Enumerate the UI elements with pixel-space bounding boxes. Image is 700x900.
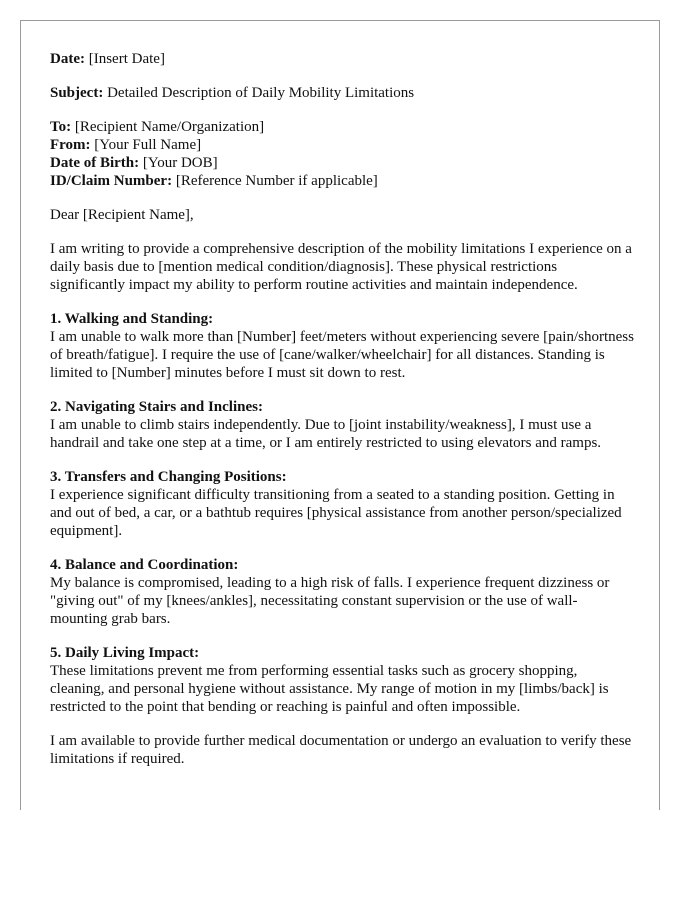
section-body: I am unable to walk more than [Number] feet/meters without experiencing severe [pain/shortness of breath/fatigue]. I require the use of [cane/walker/wheelchair] for all distances. Standing is limited to [Number] minutes before I must sit down to rest. — [50, 329, 634, 381]
date-line — [50, 50, 635, 68]
section-body: My balance is compromised, leading to a high risk of falls. I experience frequent dizziness or "giving out" of my [knees/ankles], necessitating constant supervision or the use of wall-mounting grab bars. — [50, 575, 610, 627]
addressing-block — [50, 118, 635, 190]
section-body: These limitations prevent me from performing essential tasks such as grocery shopping, cleaning, and personal hygiene without assistance. My range of motion in my [limbs/back] is restricted to the point that bending or reaching is painful and often impossible. — [50, 663, 609, 715]
section-daily-living — [50, 644, 635, 716]
letter-page — [20, 20, 660, 810]
greeting: Dear [Recipient Name], — [50, 207, 194, 223]
dob-value: [Your DOB] — [139, 155, 218, 171]
section-body: I experience significant difficulty transitioning from a seated to a standing position. Getting in and out of bed, a car, or a bathtub requires [physical assistance from another person/specialized equipment]. — [50, 487, 622, 539]
section-transfers — [50, 468, 635, 540]
closing-paragraph: I am available to provide further medical documentation or undergo an evaluation to verify these limitations if required. — [50, 733, 632, 767]
subject-value: Detailed Description of Daily Mobility Limitations — [103, 85, 415, 101]
to-line — [50, 118, 635, 136]
subject-line — [50, 84, 635, 102]
section-body: I am unable to climb stairs independently. Due to [joint instability/weakness], I must use a handrail and take one step at a time, or I am entirely restricted to using elevators and ramps. — [50, 417, 602, 451]
dob-line — [50, 154, 635, 172]
id-value: [Reference Number if applicable] — [172, 173, 378, 189]
subject-label: Subject: — [50, 85, 104, 101]
dob-label: Date of Birth: — [50, 155, 140, 171]
section-heading: 5. Daily Living Impact: — [50, 645, 200, 661]
section-heading: 2. Navigating Stairs and Inclines: — [50, 399, 263, 415]
section-heading: 4. Balance and Coordination: — [50, 557, 239, 573]
from-line — [50, 136, 635, 154]
section-heading: 3. Transfers and Changing Positions: — [50, 469, 287, 485]
letter-content — [50, 50, 635, 768]
section-stairs — [50, 398, 635, 452]
date-value: [Insert Date] — [84, 51, 165, 67]
to-value: [Recipient Name/Organization] — [71, 119, 265, 135]
section-balance — [50, 556, 635, 628]
from-value: [Your Full Name] — [90, 137, 202, 153]
id-label: ID/Claim Number: — [50, 173, 173, 189]
date-label: Date: — [50, 51, 85, 67]
section-walking — [50, 310, 635, 382]
section-heading: 1. Walking and Standing: — [50, 311, 214, 327]
from-label: From: — [50, 137, 91, 153]
id-line — [50, 172, 635, 190]
intro-paragraph: I am writing to provide a comprehensive description of the mobility limitations I experience on a daily basis due to [mention medical condition/diagnosis]. These physical restrictions significantly impact my ability to perform routine activities and maintain independence. — [50, 241, 632, 293]
to-label: To: — [50, 119, 72, 135]
